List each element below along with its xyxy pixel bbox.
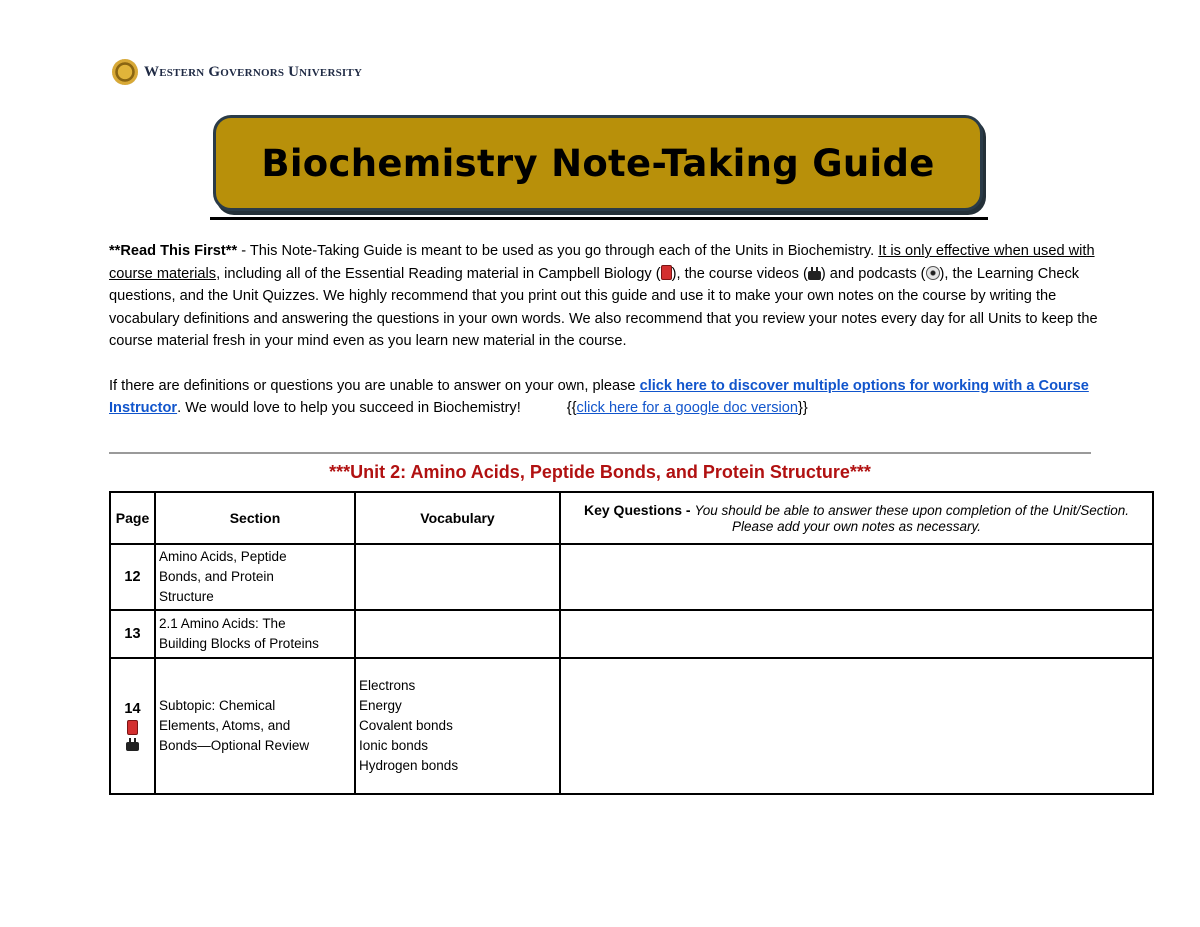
help-text-2: . We would love to help you succeed in Biochemistry! (177, 400, 521, 416)
row-vocabulary[interactable] (355, 610, 560, 658)
key-questions-label: Key Questions (583, 502, 683, 518)
tv-icon (126, 738, 139, 751)
intro-paragraph (109, 240, 1099, 353)
vocab-term: Electrons (359, 678, 416, 693)
vocab-term: Energy (359, 698, 402, 713)
row-key-questions[interactable] (560, 610, 1153, 658)
brace-close: }} (798, 400, 808, 416)
section-line: Bonds—Optional Review (159, 738, 310, 753)
row-section (155, 658, 355, 794)
row-page: 13 (110, 610, 155, 658)
key-questions-note: You should be able to answer these upon completion of the Unit/Section. Please add your own notes as necessary. (694, 503, 1130, 534)
unit-title: ***Unit 2: Amino Acids, Peptide Bonds, and Protein Structure*** (329, 462, 871, 482)
google-doc-link[interactable]: click here for a google doc version (576, 400, 798, 416)
read-first-label: **Read This First** (109, 243, 238, 259)
row-vocabulary[interactable] (355, 544, 560, 610)
section-line: Elements, Atoms, and (159, 718, 291, 733)
course-instructor-link[interactable]: click here to discover multiple options for working with a Course Instructor (109, 377, 1089, 416)
header-section: Section (155, 492, 355, 544)
table-row (110, 610, 1153, 658)
intro-text-4: ) and podcasts ( (820, 265, 926, 282)
wgu-seal-icon (112, 59, 138, 85)
tv-icon (808, 267, 821, 280)
resource-icons (114, 720, 151, 751)
header-page: Page (110, 492, 155, 544)
row-page: 12 (110, 544, 155, 610)
intro-text-3: ), the course videos ( (671, 265, 808, 282)
title-banner (213, 115, 983, 211)
vocab-term: Hydrogen bonds (359, 758, 459, 773)
section-line: 2.1 Amino Acids: The (159, 616, 286, 631)
table-row (110, 544, 1153, 610)
brace-open: {{ (566, 400, 577, 416)
help-paragraph (109, 375, 1099, 420)
header-vocabulary: Vocabulary (355, 492, 560, 544)
podcast-disc-icon (926, 266, 940, 280)
help-text-1: If there are definitions or questions you are unable to answer on your own, please (109, 377, 640, 394)
book-icon (661, 265, 672, 280)
banner-underline (210, 217, 988, 220)
document-title: Biochemistry Note-Taking Guide (261, 141, 935, 185)
row-page-cell (110, 658, 155, 794)
section-line: Structure (159, 589, 214, 604)
row-page: 14 (124, 701, 141, 717)
intro-text (109, 240, 1099, 420)
book-icon (127, 720, 138, 735)
row-key-questions[interactable] (560, 658, 1153, 794)
table-header-row (110, 492, 1153, 544)
row-key-questions[interactable] (560, 544, 1153, 610)
wgu-logo (112, 56, 362, 88)
note-taking-table (109, 491, 1154, 795)
row-vocabulary[interactable] (355, 658, 560, 794)
intro-underlined-text: It is only effective when used with course materials (109, 243, 1095, 282)
section-divider (109, 452, 1091, 454)
table-row (110, 658, 1153, 794)
row-section (155, 610, 355, 658)
key-questions-separator: - (682, 502, 695, 518)
intro-text-1: - This Note-Taking Guide is meant to be used as you go through each of the Units in Biochemistry. (237, 243, 879, 259)
section-line: Subtopic: Chemical (159, 698, 276, 713)
logo-wordmark: Western Governors University (144, 63, 363, 80)
intro-text-5: ), the Learning Check questions, and the Unit Quizzes. We highly recommend that you print out this guide and use it to make your own notes on the course by writing the vocabulary definitions and answering the questions in your own words. We also recommend that you review your notes every day for all Units to keep the course material fresh in your mind even as you learn new material in the course. (109, 265, 1098, 349)
row-section (155, 544, 355, 610)
intro-text-2: , including all of the Essential Reading material in Campbell Biology ( (216, 265, 661, 282)
section-line: Amino Acids, Peptide (159, 549, 287, 564)
section-line: Bonds, and Protein (159, 569, 274, 584)
vocab-term: Ionic bonds (359, 738, 429, 753)
header-key-questions (560, 492, 1153, 544)
section-line: Building Blocks of Proteins (159, 636, 319, 651)
vocab-term: Covalent bonds (359, 718, 453, 733)
